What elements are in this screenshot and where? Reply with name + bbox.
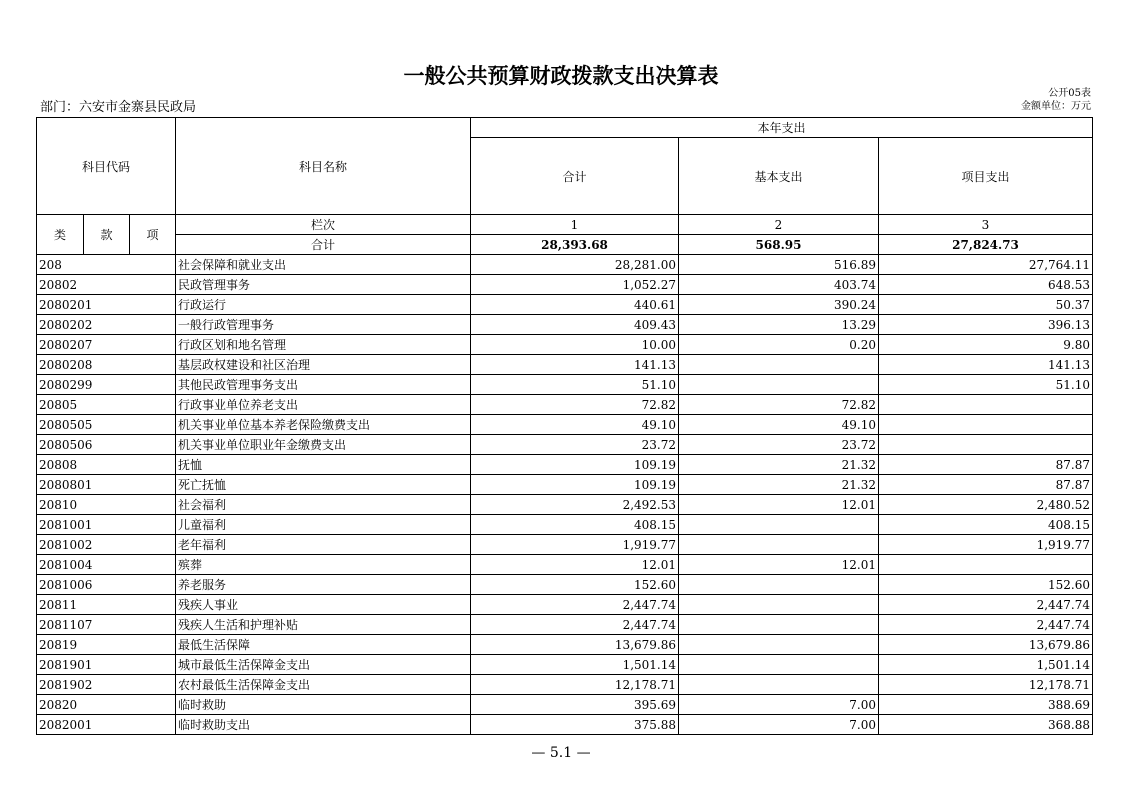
- name-cell: 最低生活保障: [176, 635, 471, 655]
- table-row: [37, 615, 1093, 635]
- project-cell: 388.69: [879, 695, 1093, 715]
- page-title: 一般公共预算财政拨款支出决算表: [403, 64, 719, 88]
- name-cell: 抚恤: [176, 455, 471, 475]
- expenditure-table: [36, 117, 1093, 735]
- table-row: [37, 555, 1093, 575]
- total-cell: 109.19: [471, 475, 679, 495]
- basic-cell: [679, 355, 879, 375]
- total-cell: 109.19: [471, 455, 679, 475]
- basic-cell: [679, 515, 879, 535]
- table-row: [37, 335, 1093, 355]
- project-cell: 50.37: [879, 295, 1093, 315]
- table-row: [37, 415, 1093, 435]
- table-row: [37, 475, 1093, 495]
- code-cell: 20802: [37, 275, 176, 295]
- basic-cell: 516.89: [679, 255, 879, 275]
- header-col3: 3: [879, 215, 1093, 235]
- header-this-year: 本年支出: [471, 118, 1093, 138]
- code-cell: 20805: [37, 395, 176, 415]
- name-cell: 临时救助支出: [176, 715, 471, 735]
- basic-cell: [679, 675, 879, 695]
- code-cell: 20810: [37, 495, 176, 515]
- name-cell: 社会福利: [176, 495, 471, 515]
- basic-cell: [679, 575, 879, 595]
- project-cell: 27,764.11: [879, 255, 1093, 275]
- basic-cell: 390.24: [679, 295, 879, 315]
- code-cell: 20811: [37, 595, 176, 615]
- project-cell: 408.15: [879, 515, 1093, 535]
- header-col2: 2: [679, 215, 879, 235]
- totals-basic: 568.95: [679, 235, 879, 255]
- code-cell: 2080801: [37, 475, 176, 495]
- total-cell: 440.61: [471, 295, 679, 315]
- totals-label: 合计: [176, 235, 471, 255]
- total-cell: 375.88: [471, 715, 679, 735]
- project-cell: 648.53: [879, 275, 1093, 295]
- code-cell: 2082001: [37, 715, 176, 735]
- total-cell: 409.43: [471, 315, 679, 335]
- total-cell: 152.60: [471, 575, 679, 595]
- project-cell: 2,480.52: [879, 495, 1093, 515]
- project-cell: 12,178.71: [879, 675, 1093, 695]
- name-cell: 机关事业单位职业年金缴费支出: [176, 435, 471, 455]
- table-row: [37, 595, 1093, 615]
- header-total: 合计: [471, 138, 679, 215]
- total-cell: 12,178.71: [471, 675, 679, 695]
- total-cell: 395.69: [471, 695, 679, 715]
- table-row: [37, 535, 1093, 555]
- header-name: 科目名称: [176, 118, 471, 215]
- table-row: [37, 715, 1093, 735]
- total-cell: 28,281.00: [471, 255, 679, 275]
- table-row: [37, 455, 1093, 475]
- table-row: [37, 635, 1093, 655]
- total-cell: 1,052.27: [471, 275, 679, 295]
- table-row: [37, 295, 1093, 315]
- table-row: [37, 375, 1093, 395]
- table-row: [37, 655, 1093, 675]
- table-row: [37, 495, 1093, 515]
- total-cell: 51.10: [471, 375, 679, 395]
- header-project: 项目支出: [879, 138, 1093, 215]
- header-code: 科目代码: [37, 118, 176, 215]
- project-cell: 2,447.74: [879, 595, 1093, 615]
- total-cell: 49.10: [471, 415, 679, 435]
- code-cell: 20819: [37, 635, 176, 655]
- code-cell: 2081107: [37, 615, 176, 635]
- basic-cell: [679, 535, 879, 555]
- basic-cell: 21.32: [679, 475, 879, 495]
- totals-total: 28,393.68: [471, 235, 679, 255]
- name-cell: 儿童福利: [176, 515, 471, 535]
- department-label: 部门：六安市金寨县民政局: [40, 100, 197, 115]
- header-col1: 1: [471, 215, 679, 235]
- name-cell: 社会保障和就业支出: [176, 255, 471, 275]
- total-cell: 23.72: [471, 435, 679, 455]
- code-cell: 208: [37, 255, 176, 275]
- code-cell: 2080299: [37, 375, 176, 395]
- name-cell: 残疾人生活和护理补贴: [176, 615, 471, 635]
- name-cell: 基层政权建设和社区治理: [176, 355, 471, 375]
- table-row: [37, 355, 1093, 375]
- name-cell: 行政区划和地名管理: [176, 335, 471, 355]
- name-cell: 农村最低生活保障金支出: [176, 675, 471, 695]
- name-cell: 临时救助: [176, 695, 471, 715]
- code-cell: 2081002: [37, 535, 176, 555]
- header-xiang: 项: [130, 215, 176, 255]
- code-cell: 2081901: [37, 655, 176, 675]
- basic-cell: 7.00: [679, 715, 879, 735]
- form-code: 公开05表: [1048, 88, 1091, 99]
- total-cell: 72.82: [471, 395, 679, 415]
- basic-cell: 72.82: [679, 395, 879, 415]
- project-cell: 1,501.14: [879, 655, 1093, 675]
- basic-cell: 12.01: [679, 495, 879, 515]
- code-cell: 2080506: [37, 435, 176, 455]
- totals-project: 27,824.73: [879, 235, 1093, 255]
- project-cell: [879, 435, 1093, 455]
- project-cell: 1,919.77: [879, 535, 1093, 555]
- table-row: [37, 575, 1093, 595]
- project-cell: [879, 395, 1093, 415]
- name-cell: 民政管理事务: [176, 275, 471, 295]
- name-cell: 残疾人事业: [176, 595, 471, 615]
- total-cell: 141.13: [471, 355, 679, 375]
- code-cell: 2080201: [37, 295, 176, 315]
- project-cell: [879, 415, 1093, 435]
- basic-cell: [679, 375, 879, 395]
- total-cell: 2,447.74: [471, 595, 679, 615]
- total-cell: 2,492.53: [471, 495, 679, 515]
- total-cell: 408.15: [471, 515, 679, 535]
- project-cell: 87.87: [879, 475, 1093, 495]
- project-cell: 152.60: [879, 575, 1093, 595]
- basic-cell: 21.32: [679, 455, 879, 475]
- total-cell: 13,679.86: [471, 635, 679, 655]
- basic-cell: 0.20: [679, 335, 879, 355]
- code-cell: 2080208: [37, 355, 176, 375]
- project-cell: 13,679.86: [879, 635, 1093, 655]
- header-basic: 基本支出: [679, 138, 879, 215]
- basic-cell: [679, 655, 879, 675]
- name-cell: 殡葬: [176, 555, 471, 575]
- project-cell: 9.80: [879, 335, 1093, 355]
- basic-cell: 13.29: [679, 315, 879, 335]
- basic-cell: 23.72: [679, 435, 879, 455]
- code-cell: 2080207: [37, 335, 176, 355]
- table-row: [37, 435, 1093, 455]
- table-row: [37, 395, 1093, 415]
- basic-cell: 12.01: [679, 555, 879, 575]
- table-row: [37, 315, 1093, 335]
- name-cell: 机关事业单位基本养老保险缴费支出: [176, 415, 471, 435]
- total-cell: 2,447.74: [471, 615, 679, 635]
- name-cell: 行政事业单位养老支出: [176, 395, 471, 415]
- project-cell: 2,447.74: [879, 615, 1093, 635]
- code-cell: 2081004: [37, 555, 176, 575]
- basic-cell: [679, 635, 879, 655]
- project-cell: 51.10: [879, 375, 1093, 395]
- name-cell: 死亡抚恤: [176, 475, 471, 495]
- project-cell: 141.13: [879, 355, 1093, 375]
- basic-cell: [679, 615, 879, 635]
- header-lei: 类: [37, 215, 84, 255]
- project-cell: 396.13: [879, 315, 1093, 335]
- table-row: [37, 515, 1093, 535]
- name-cell: 养老服务: [176, 575, 471, 595]
- project-cell: [879, 555, 1093, 575]
- project-cell: 368.88: [879, 715, 1093, 735]
- header-kuan: 款: [84, 215, 130, 255]
- name-cell: 其他民政管理事务支出: [176, 375, 471, 395]
- code-cell: 2081006: [37, 575, 176, 595]
- code-cell: 2081001: [37, 515, 176, 535]
- table-row: [37, 275, 1093, 295]
- table-row: [37, 675, 1093, 695]
- page-number: — 5.1 —: [531, 745, 591, 761]
- code-cell: 20808: [37, 455, 176, 475]
- project-cell: 87.87: [879, 455, 1093, 475]
- total-cell: 1,501.14: [471, 655, 679, 675]
- basic-cell: [679, 595, 879, 615]
- basic-cell: 7.00: [679, 695, 879, 715]
- name-cell: 城市最低生活保障金支出: [176, 655, 471, 675]
- total-cell: 1,919.77: [471, 535, 679, 555]
- table-row: [37, 695, 1093, 715]
- code-cell: 20820: [37, 695, 176, 715]
- basic-cell: 403.74: [679, 275, 879, 295]
- total-cell: 12.01: [471, 555, 679, 575]
- form-meta: [1021, 87, 1091, 113]
- code-cell: 2081902: [37, 675, 176, 695]
- name-cell: 一般行政管理事务: [176, 315, 471, 335]
- unit-label: 金额单位：万元: [1021, 101, 1091, 112]
- code-cell: 2080505: [37, 415, 176, 435]
- basic-cell: 49.10: [679, 415, 879, 435]
- total-cell: 10.00: [471, 335, 679, 355]
- name-cell: 老年福利: [176, 535, 471, 555]
- name-cell: 行政运行: [176, 295, 471, 315]
- table-row: [37, 255, 1093, 275]
- code-cell: 2080202: [37, 315, 176, 335]
- header-column-no: 栏次: [176, 215, 471, 235]
